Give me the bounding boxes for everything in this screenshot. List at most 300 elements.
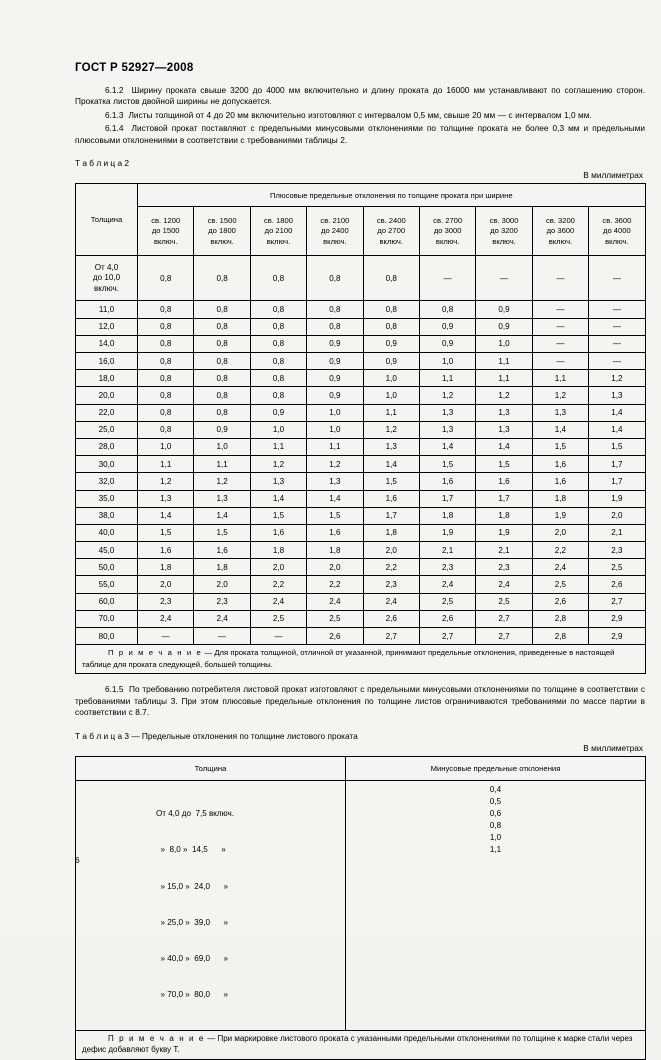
table-row xyxy=(76,404,646,421)
standard-header: ГОСТ Р 52927—2008 xyxy=(75,62,194,74)
table2-thickness-cell: 12,0 xyxy=(76,318,138,335)
table-row xyxy=(76,593,646,610)
range-to: до 4000 xyxy=(603,226,631,236)
thickness-list xyxy=(76,784,345,1026)
table2-value-cell: 1,3 xyxy=(194,490,250,507)
table2-value-cell: 1,3 xyxy=(138,490,194,507)
note-text: — Для проката толщиной, отличной от указанной, принимают предельные отклонения, приведенные в настоящей таблице для проката следующей, большей толщины. xyxy=(82,648,615,669)
table2-value-cell: 1,0 xyxy=(307,404,363,421)
table2-value-cell: 2,5 xyxy=(307,610,363,627)
table2-value-cell: 1,6 xyxy=(532,473,588,490)
table2-value-cell: — xyxy=(589,301,645,318)
table2-value-cell: 1,8 xyxy=(419,507,475,524)
table2-value-cell: 1,0 xyxy=(250,421,306,438)
table2-value-cell: 1,6 xyxy=(307,524,363,541)
table2-value-cell: 1,3 xyxy=(532,404,588,421)
table2-value-cell: 0,9 xyxy=(250,404,306,421)
table2-thickness-cell: 22,0 xyxy=(76,404,138,421)
table2-value-cell: 2,4 xyxy=(307,593,363,610)
range-incl: включ. xyxy=(548,236,573,246)
table2-value-cell: 1,8 xyxy=(532,490,588,507)
table2-value-cell: 1,4 xyxy=(363,456,419,473)
table2-col-header xyxy=(307,207,363,256)
table2-value-cell: 0,8 xyxy=(138,318,194,335)
table2-thickness-cell: 32,0 xyxy=(76,473,138,490)
table2-col-header xyxy=(476,207,532,256)
table2-note-row xyxy=(76,645,646,674)
table2-value-cell: 1,8 xyxy=(363,524,419,541)
note-text: — При маркировке листового проката с указанными предельными отклонениями по толщине к марке стали через дефис добавляют букву Т. xyxy=(82,1033,633,1055)
table2-value-cell: 1,4 xyxy=(419,438,475,455)
table2-value-cell: 1,9 xyxy=(532,507,588,524)
table2-thickness-cell: 38,0 xyxy=(76,507,138,524)
table2-value-cell: 1,3 xyxy=(589,387,645,404)
table2-value-cell: 0,8 xyxy=(307,318,363,335)
table-row xyxy=(76,473,646,490)
table2-thickness-cell: 28,0 xyxy=(76,438,138,455)
table2-value-cell: 2,8 xyxy=(532,610,588,627)
table2-value-cell: 0,9 xyxy=(363,335,419,352)
table2-value-cell: 1,5 xyxy=(532,438,588,455)
table2-value-cell: 1,6 xyxy=(476,473,532,490)
table-row xyxy=(76,456,646,473)
range-to: до 3600 xyxy=(546,226,575,236)
table2-col-header xyxy=(194,207,250,256)
table2-thickness-cell: 20,0 xyxy=(76,387,138,404)
table2-value-cell: 2,4 xyxy=(138,610,194,627)
note-label: П р и м е ч а н и е xyxy=(108,648,203,658)
table2-value-cell: 1,8 xyxy=(138,559,194,576)
thickness-line: » 70,0 » 80,0 » xyxy=(156,990,228,1000)
table2-value-cell: 0,8 xyxy=(138,387,194,404)
table2-thickness-cell: 30,0 xyxy=(76,456,138,473)
deviation-value: 0,8 xyxy=(489,821,502,831)
table2-thickness-cell: 25,0 xyxy=(76,421,138,438)
table2-value-cell: 2,4 xyxy=(194,610,250,627)
table2-value-cell: 0,8 xyxy=(307,301,363,318)
table2-value-cell: 1,7 xyxy=(589,473,645,490)
thickness-line: до 10,0 xyxy=(92,273,121,283)
table-row xyxy=(76,335,646,352)
table2-value-cell: 0,9 xyxy=(307,353,363,370)
table2-value-cell: 1,0 xyxy=(363,370,419,387)
table2-value-cell: 0,8 xyxy=(363,318,419,335)
range-to: до 3000 xyxy=(433,226,462,236)
table2-subheader-row xyxy=(76,207,646,256)
thickness-line: » 25,0 » 39,0 » xyxy=(156,917,228,927)
table3-units: В миллиметрах xyxy=(583,742,643,753)
range-from: св. 1500 xyxy=(207,215,237,225)
table2-col-header xyxy=(250,207,306,256)
range-from: св. 1800 xyxy=(264,215,293,225)
paragraph-number: 6.1.3 xyxy=(105,109,124,120)
range-to: до 2100 xyxy=(264,226,293,236)
paragraph-text: Листы толщиной от 4 до 20 мм включительно изготовляют с интервалом 0,5 мм, свыше 20 мм — с интервалом 1,0 мм. xyxy=(128,109,592,120)
table2-note xyxy=(76,645,646,674)
range-incl: включ. xyxy=(153,236,178,246)
table2-thickness-cell: 14,0 xyxy=(76,335,138,352)
table2-value-cell: — xyxy=(194,628,250,645)
table2-col-header xyxy=(532,207,588,256)
table2-value-cell: 1,1 xyxy=(476,370,532,387)
table2-value-cell: 0,8 xyxy=(250,318,306,335)
table2-thickness-cell: 50,0 xyxy=(76,559,138,576)
table2-value-cell: — xyxy=(532,335,588,352)
note-label: П р и м е ч а н и е xyxy=(108,1033,205,1043)
table2-thickness-cell xyxy=(76,256,138,301)
table2-value-cell: 2,3 xyxy=(476,559,532,576)
table2-value-cell: 1,5 xyxy=(419,456,475,473)
table2-value-cell: 0,9 xyxy=(307,370,363,387)
table2-value-cell: 2,0 xyxy=(532,524,588,541)
table2-value-cell: 0,8 xyxy=(250,256,306,301)
paragraph-text: Листовой прокат поставляют с предельными минусовыми отклонениями по толщине проката не более 0,3 мм и предельными плюсовыми отклонениями в соответствии с требованиями таблицы 2. xyxy=(75,123,645,145)
table2-value-cell: 1,1 xyxy=(138,456,194,473)
table2-value-cell: 1,5 xyxy=(589,438,645,455)
table-row xyxy=(76,421,646,438)
table2-value-cell: 2,7 xyxy=(476,610,532,627)
table2-value-cell: 2,7 xyxy=(589,593,645,610)
table2-value-cell: 2,0 xyxy=(589,507,645,524)
table2-value-cell: 1,2 xyxy=(194,473,250,490)
table2-value-cell: 0,8 xyxy=(138,404,194,421)
table2-value-cell: 2,1 xyxy=(419,542,475,559)
table2-value-cell: 1,5 xyxy=(250,507,306,524)
table2-value-cell: 1,3 xyxy=(476,404,532,421)
table-row xyxy=(76,524,646,541)
table2-value-cell: 0,9 xyxy=(476,301,532,318)
range-from: св. 3600 xyxy=(602,215,632,225)
table2-value-cell: 0,8 xyxy=(138,353,194,370)
paragraph-6-1-3 xyxy=(75,110,645,122)
table2-value-cell: 1,2 xyxy=(363,421,419,438)
table2-value-cell: 2,3 xyxy=(363,576,419,593)
table2-value-cell: 1,4 xyxy=(138,507,194,524)
table2-caption: Т а б л и ц а 2 xyxy=(75,158,130,169)
paragraph-text: Ширину проката свыше 3200 до 4000 мм включительно и длину проката до 16000 мм устанавливают по соглашению сторон. Прокатка листов двойной ширины не допускается. xyxy=(75,84,645,107)
range-incl: включ. xyxy=(210,236,234,246)
table2-value-cell: — xyxy=(589,318,645,335)
table3-deviation-header: Минусовые предельные отклонения xyxy=(346,756,646,780)
table2-value-cell: 2,6 xyxy=(532,593,588,610)
table2-value-cell: 2,0 xyxy=(250,559,306,576)
thickness-line: » 40,0 » 69,0 » xyxy=(156,954,228,964)
table-row xyxy=(76,559,646,576)
table2-value-cell: 1,8 xyxy=(250,542,306,559)
table2-foot xyxy=(76,645,646,674)
table2-value-cell: 1,1 xyxy=(194,456,250,473)
table2-col-header xyxy=(138,207,194,256)
table2-value-cell: 1,4 xyxy=(307,490,363,507)
table2-value-cell: 2,5 xyxy=(419,593,475,610)
table2-value-cell: 2,5 xyxy=(532,576,588,593)
table2-value-cell: 1,9 xyxy=(476,524,532,541)
table2-value-cell: 1,5 xyxy=(194,524,250,541)
table2-units: В миллиметрах xyxy=(583,170,643,181)
table2-value-cell: 2,4 xyxy=(419,576,475,593)
table2-value-cell: 1,6 xyxy=(532,456,588,473)
table2-group-header-row xyxy=(76,184,646,207)
table-row xyxy=(76,490,646,507)
thickness-line: включ. xyxy=(93,283,119,293)
table2-value-cell: 0,8 xyxy=(250,301,306,318)
table2-thickness-cell: 40,0 xyxy=(76,524,138,541)
table2-value-cell: 1,4 xyxy=(589,421,645,438)
table2-value-cell: 1,9 xyxy=(589,490,645,507)
table2-value-cell: 1,4 xyxy=(532,421,588,438)
table3-foot xyxy=(76,1030,646,1059)
thickness-line: » 15,0 » 24,0 » xyxy=(156,881,228,891)
table-row xyxy=(76,256,646,301)
table2-value-cell: 2,0 xyxy=(138,576,194,593)
table2-value-cell: 1,8 xyxy=(476,507,532,524)
table2-value-cell: 1,1 xyxy=(419,370,475,387)
table2-value-cell: 2,4 xyxy=(250,593,306,610)
table2-value-cell: 0,8 xyxy=(194,370,250,387)
table2-thickness-cell: 11,0 xyxy=(76,301,138,318)
table2-thickness-cell: 16,0 xyxy=(76,353,138,370)
table2-value-cell: 1,6 xyxy=(363,490,419,507)
table2-value-cell: 1,6 xyxy=(419,473,475,490)
table3-thickness-cell xyxy=(76,780,346,1030)
table2-value-cell: 1,2 xyxy=(419,387,475,404)
table2-value-cell: — xyxy=(250,628,306,645)
range-incl: включ. xyxy=(492,236,516,246)
table2-body xyxy=(76,256,646,645)
table2-value-cell: 0,9 xyxy=(419,318,475,335)
table2-head xyxy=(76,184,646,256)
table2-group-header: Плюсовые предельные отклонения по толщине проката при ширине xyxy=(138,184,646,207)
range-from: св. 2400 xyxy=(376,215,406,225)
table2-value-cell: 0,8 xyxy=(194,318,250,335)
table2-col-header xyxy=(363,207,419,256)
table2-thickness-cell: 60,0 xyxy=(76,593,138,610)
table2-value-cell: 2,0 xyxy=(363,542,419,559)
table2-value-cell: 2,2 xyxy=(307,576,363,593)
table2-value-cell: 1,7 xyxy=(476,490,532,507)
table2-value-cell: 1,9 xyxy=(419,524,475,541)
table2-value-cell: 0,8 xyxy=(194,353,250,370)
table2-value-cell: 1,2 xyxy=(532,387,588,404)
table2-value-cell: 2,3 xyxy=(138,593,194,610)
table3-header-row xyxy=(76,756,646,780)
range-to: до 2400 xyxy=(321,226,349,236)
table2-value-cell: 2,9 xyxy=(589,610,645,627)
table2-value-cell: 1,4 xyxy=(476,438,532,455)
table2-value-cell: 2,6 xyxy=(419,610,475,627)
table2-value-cell: 0,8 xyxy=(363,256,419,301)
page-number: 6 xyxy=(75,855,80,865)
table3-thickness-header: Толщина xyxy=(76,756,346,780)
table2-thickness-cell: 18,0 xyxy=(76,370,138,387)
range-from: св. 3000 xyxy=(489,215,519,225)
table2-value-cell: 1,7 xyxy=(363,507,419,524)
table2-value-cell: 0,9 xyxy=(194,421,250,438)
table2-value-cell: 1,4 xyxy=(250,490,306,507)
table2-value-cell: 2,3 xyxy=(589,542,645,559)
range-from: св. 1200 xyxy=(151,215,181,225)
table2-value-cell: 1,2 xyxy=(250,456,306,473)
table2-value-cell: 0,9 xyxy=(307,335,363,352)
table2-value-cell: 1,6 xyxy=(138,542,194,559)
table2-value-cell: 0,9 xyxy=(419,335,475,352)
range-from: св. 3200 xyxy=(545,215,575,225)
deviation-list xyxy=(346,784,645,857)
table3-body xyxy=(76,780,646,1030)
table2-value-cell: 0,9 xyxy=(363,353,419,370)
paragraph-6-1-4 xyxy=(75,123,645,146)
table-row xyxy=(76,387,646,404)
page-content xyxy=(75,0,645,1060)
table2-value-cell: 2,2 xyxy=(363,559,419,576)
table2-value-cell: 1,0 xyxy=(307,421,363,438)
table2-value-cell: 1,3 xyxy=(250,473,306,490)
table2-value-cell: 2,4 xyxy=(476,576,532,593)
table-row xyxy=(76,576,646,593)
table2-value-cell: 1,3 xyxy=(476,421,532,438)
range-to: до 2700 xyxy=(377,226,406,236)
table2-value-cell: 0,8 xyxy=(138,335,194,352)
table3-head xyxy=(76,756,646,780)
table2-value-cell: 0,8 xyxy=(250,353,306,370)
table2-value-cell: 2,0 xyxy=(194,576,250,593)
table2-value-cell: 1,5 xyxy=(363,473,419,490)
table2-value-cell: 1,3 xyxy=(419,421,475,438)
table3-deviation-cell xyxy=(346,780,646,1030)
table-row xyxy=(76,353,646,370)
range-incl: включ. xyxy=(323,236,347,246)
table2-value-cell: 0,8 xyxy=(250,370,306,387)
table2-value-cell: — xyxy=(532,301,588,318)
table2-value-cell: 0,8 xyxy=(194,404,250,421)
table2-value-cell: 2,2 xyxy=(250,576,306,593)
table2-value-cell: 1,3 xyxy=(363,438,419,455)
table-row xyxy=(76,507,646,524)
table2-value-cell: 2,5 xyxy=(589,559,645,576)
table2-thickness-cell: 55,0 xyxy=(76,576,138,593)
table2-value-cell: 2,9 xyxy=(589,628,645,645)
table-row xyxy=(76,318,646,335)
deviation-value: 1,1 xyxy=(489,845,502,855)
table2-value-cell: — xyxy=(476,256,532,301)
table2-value-cell: 1,0 xyxy=(138,438,194,455)
deviation-value: 0,5 xyxy=(489,796,502,806)
table2-value-cell: — xyxy=(589,353,645,370)
table-row xyxy=(76,301,646,318)
table2-value-cell: 0,8 xyxy=(363,301,419,318)
table2-value-cell: 1,1 xyxy=(307,438,363,455)
table2-value-cell: 2,4 xyxy=(532,559,588,576)
thickness-line: От 4,0 до 7,5 включ. xyxy=(156,809,234,818)
table3-note xyxy=(76,1030,646,1059)
table2-value-cell: 0,8 xyxy=(307,256,363,301)
paragraph-6-1-2 xyxy=(75,85,645,108)
table-row xyxy=(76,542,646,559)
table2-value-cell: 2,5 xyxy=(476,593,532,610)
paragraph-text: По требованию потребителя листовой прокат изготовляют с предельными минусовыми отклонениями по толщине в соответствии с требованиями таблицы 3. При этом плюсовые предельные отклонения по толщине листов ограничиваются требованиями по массе партии в соответствии с 8.7. xyxy=(75,684,645,718)
table2-value-cell: 2,1 xyxy=(589,524,645,541)
table-row xyxy=(76,610,646,627)
table2-value-cell: 2,7 xyxy=(363,628,419,645)
table2-value-cell: 1,6 xyxy=(250,524,306,541)
table2-value-cell: 2,1 xyxy=(476,542,532,559)
table2-value-cell: 0,8 xyxy=(138,301,194,318)
table2-value-cell: 1,1 xyxy=(363,404,419,421)
range-incl: включ. xyxy=(266,236,291,246)
table2-value-cell: 2,7 xyxy=(419,628,475,645)
paragraph-number: 6.1.5 xyxy=(105,684,124,695)
table2-value-cell: 0,9 xyxy=(476,318,532,335)
table2-value-cell: — xyxy=(532,318,588,335)
table2 xyxy=(75,183,646,674)
table2-value-cell: 2,6 xyxy=(589,576,645,593)
range-to: до 1800 xyxy=(208,226,236,236)
table2-value-cell: 1,0 xyxy=(363,387,419,404)
table2-value-cell: 0,8 xyxy=(194,335,250,352)
table2-value-cell: 0,8 xyxy=(138,256,194,301)
table2-value-cell: 0,8 xyxy=(138,421,194,438)
table2-value-cell: 1,8 xyxy=(194,559,250,576)
table2-col-header xyxy=(589,207,645,256)
deviation-value: 0,6 xyxy=(489,809,502,818)
table2-value-cell: — xyxy=(532,353,588,370)
table2-value-cell: 0,8 xyxy=(194,256,250,301)
paragraph-6-1-5 xyxy=(75,684,645,719)
table2-value-cell: 1,2 xyxy=(138,473,194,490)
table2-value-cell: 2,3 xyxy=(194,593,250,610)
table2-thickness-header: Толщина xyxy=(76,184,138,256)
table2-thickness-cell: 35,0 xyxy=(76,490,138,507)
table2-value-cell: 2,6 xyxy=(363,610,419,627)
table3-note-row xyxy=(76,1030,646,1059)
table3-caption: Т а б л и ц а 3 — Предельные отклонения по толщине листового проката xyxy=(75,730,358,741)
table2-value-cell: 1,7 xyxy=(589,456,645,473)
table2-value-cell: 2,2 xyxy=(532,542,588,559)
range-incl: включ. xyxy=(379,236,403,246)
table2-value-cell: 0,9 xyxy=(307,387,363,404)
table2-value-cell: 0,8 xyxy=(250,335,306,352)
deviation-value: 0,4 xyxy=(489,784,502,794)
table2-value-cell: 1,0 xyxy=(194,438,250,455)
table2-value-cell: 2,6 xyxy=(307,628,363,645)
table2-value-cell: 1,8 xyxy=(307,542,363,559)
table2-value-cell: 1,3 xyxy=(307,473,363,490)
table2-value-cell: — xyxy=(532,256,588,301)
table2-value-cell: 1,1 xyxy=(476,353,532,370)
table-row xyxy=(76,628,646,645)
table2-value-cell: 0,8 xyxy=(194,301,250,318)
table-row xyxy=(76,780,646,1030)
table2-value-cell: 1,2 xyxy=(476,387,532,404)
table2-value-cell: 0,8 xyxy=(194,387,250,404)
table2-thickness-cell: 70,0 xyxy=(76,610,138,627)
table3 xyxy=(75,756,646,1060)
range-from: св. 2700 xyxy=(433,215,463,225)
table2-value-cell: 2,4 xyxy=(363,593,419,610)
table2-value-cell: 1,2 xyxy=(307,456,363,473)
table2-thickness-cell: 45,0 xyxy=(76,542,138,559)
table2-value-cell: 1,1 xyxy=(250,438,306,455)
range-from: св. 2100 xyxy=(320,215,350,225)
table2-value-cell: 2,3 xyxy=(419,559,475,576)
thickness-line: » 8,0 » 14,5 » xyxy=(156,845,226,855)
table2-thickness-cell: 80,0 xyxy=(76,628,138,645)
table2-value-cell: 1,0 xyxy=(476,335,532,352)
table2-value-cell: 1,5 xyxy=(476,456,532,473)
range-incl: включ. xyxy=(435,236,460,246)
table-row xyxy=(76,370,646,387)
table2-value-cell: 2,7 xyxy=(476,628,532,645)
